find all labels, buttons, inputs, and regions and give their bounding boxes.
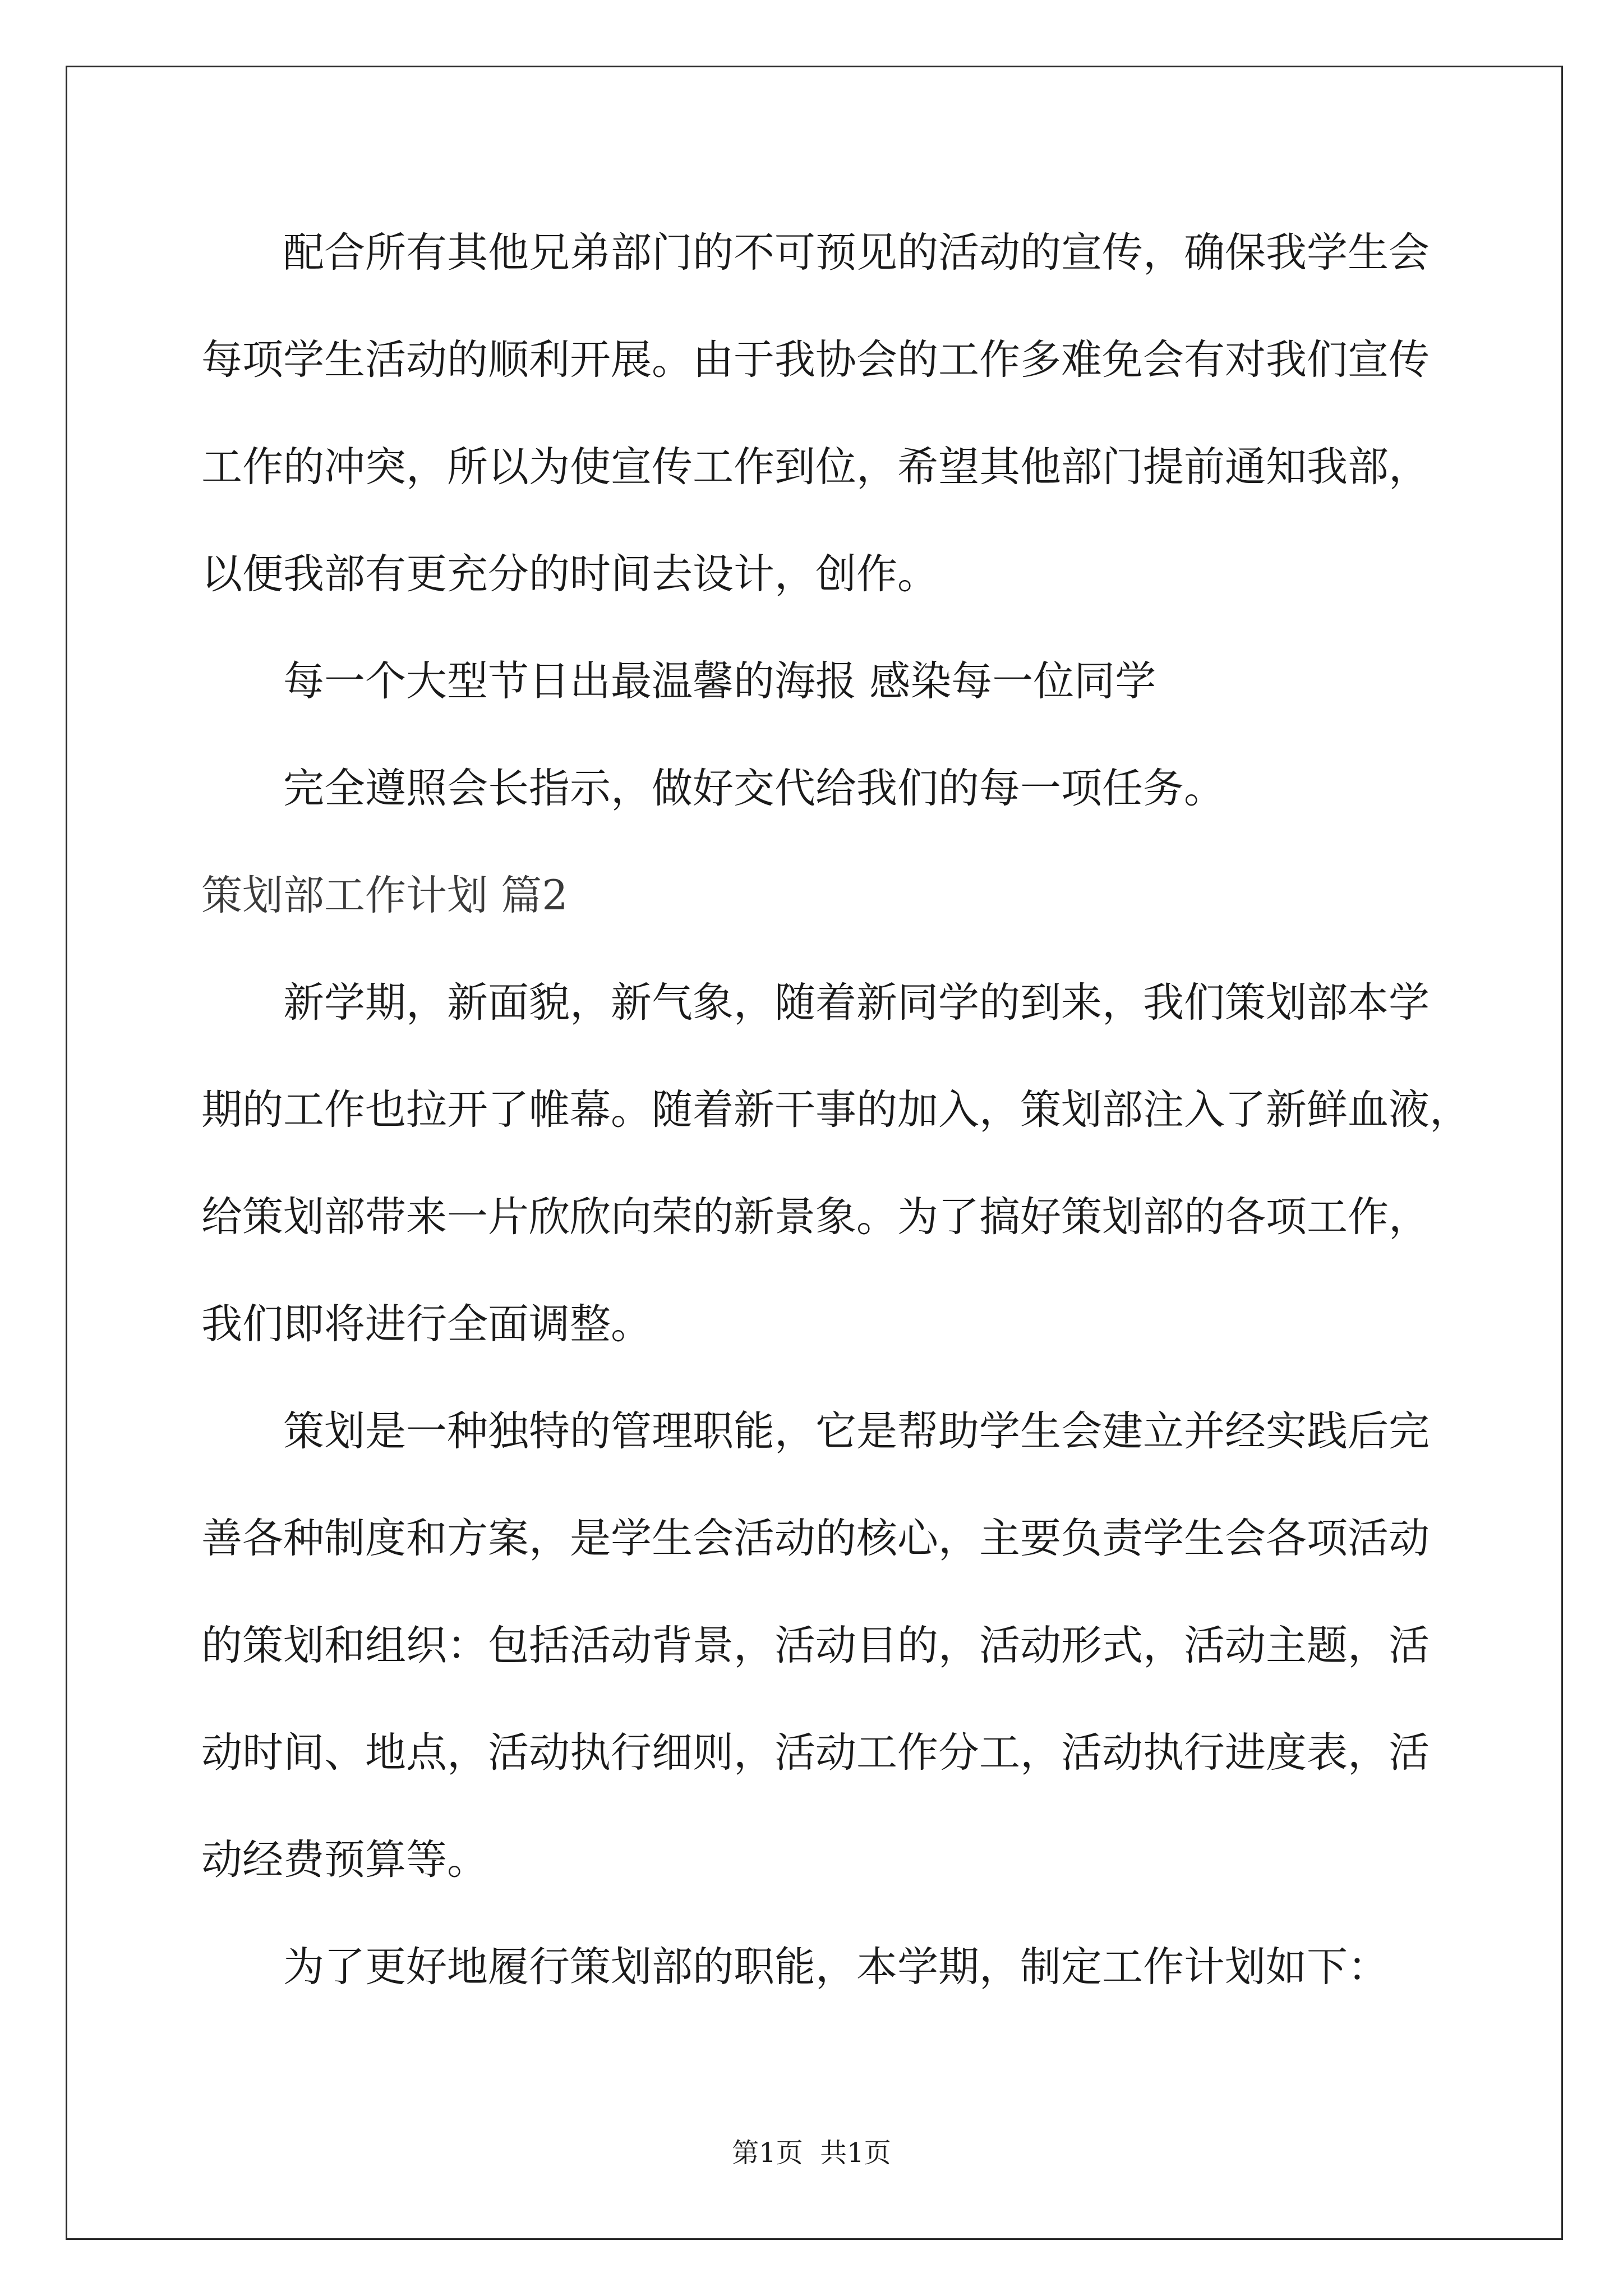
text-line: 配合所有其他兄弟部门的不可预见的活动的宣传，确保我学生会 (283, 229, 1430, 277)
text-line: 动时间、地点，活动执行细则，活动工作分工，活动执行进度表，活 (201, 1729, 1430, 1777)
paragraph (201, 1913, 1491, 2021)
text-line: 为了更好地履行策划部的职能，本学期，制定工作计划如下： (283, 1943, 1389, 1991)
paragraph (201, 1378, 1491, 1913)
text-line: 工作的冲突，所以为使宣传工作到位，希望其他部门提前通知我部， (201, 443, 1430, 491)
page-footer: 第1页 共1页 (732, 2137, 891, 2169)
text-line: 策划是一种独特的管理职能，它是帮助学生会建立并经实践后完 (283, 1407, 1430, 1455)
section-heading: 策划部工作计划 篇2 (201, 872, 568, 919)
text-line: 期的工作也拉开了帷幕。随着新干事的加入，策划部注入了新鲜血液， (201, 1086, 1470, 1134)
paragraph (201, 735, 1491, 842)
text-line: 我们即将进行全面调整。 (201, 1300, 652, 1348)
text-line: 以便我部有更充分的时间去设计，创作。 (201, 550, 938, 598)
paragraph (201, 949, 1491, 1378)
paragraph (201, 628, 1491, 735)
text-line: 的策划和组织：包括活动背景，活动目的，活动形式，活动主题，活 (201, 1622, 1430, 1669)
text-line: 完全遵照会长指示，做好交代给我们的每一项任务。 (283, 765, 1225, 812)
paragraph (201, 199, 1491, 628)
text-line: 给策划部带来一片欣欣向荣的新景象。为了搞好策划部的各项工作， (201, 1193, 1430, 1241)
text-line: 每一个大型节日出最温馨的海报 感染每一位同学 (283, 657, 1156, 705)
text-line: 新学期，新面貌，新气象，随着新同学的到来，我们策划部本学 (283, 979, 1430, 1027)
text-line: 每项学生活动的顺利开展。由于我协会的工作多难免会有对我们宣传 (201, 336, 1430, 384)
text-line: 善各种制度和方案，是学生会活动的核心，主要负责学生会各项活动 (201, 1515, 1430, 1562)
text-line: 动经费预算等。 (201, 1836, 488, 1884)
document-body (201, 199, 1491, 2021)
